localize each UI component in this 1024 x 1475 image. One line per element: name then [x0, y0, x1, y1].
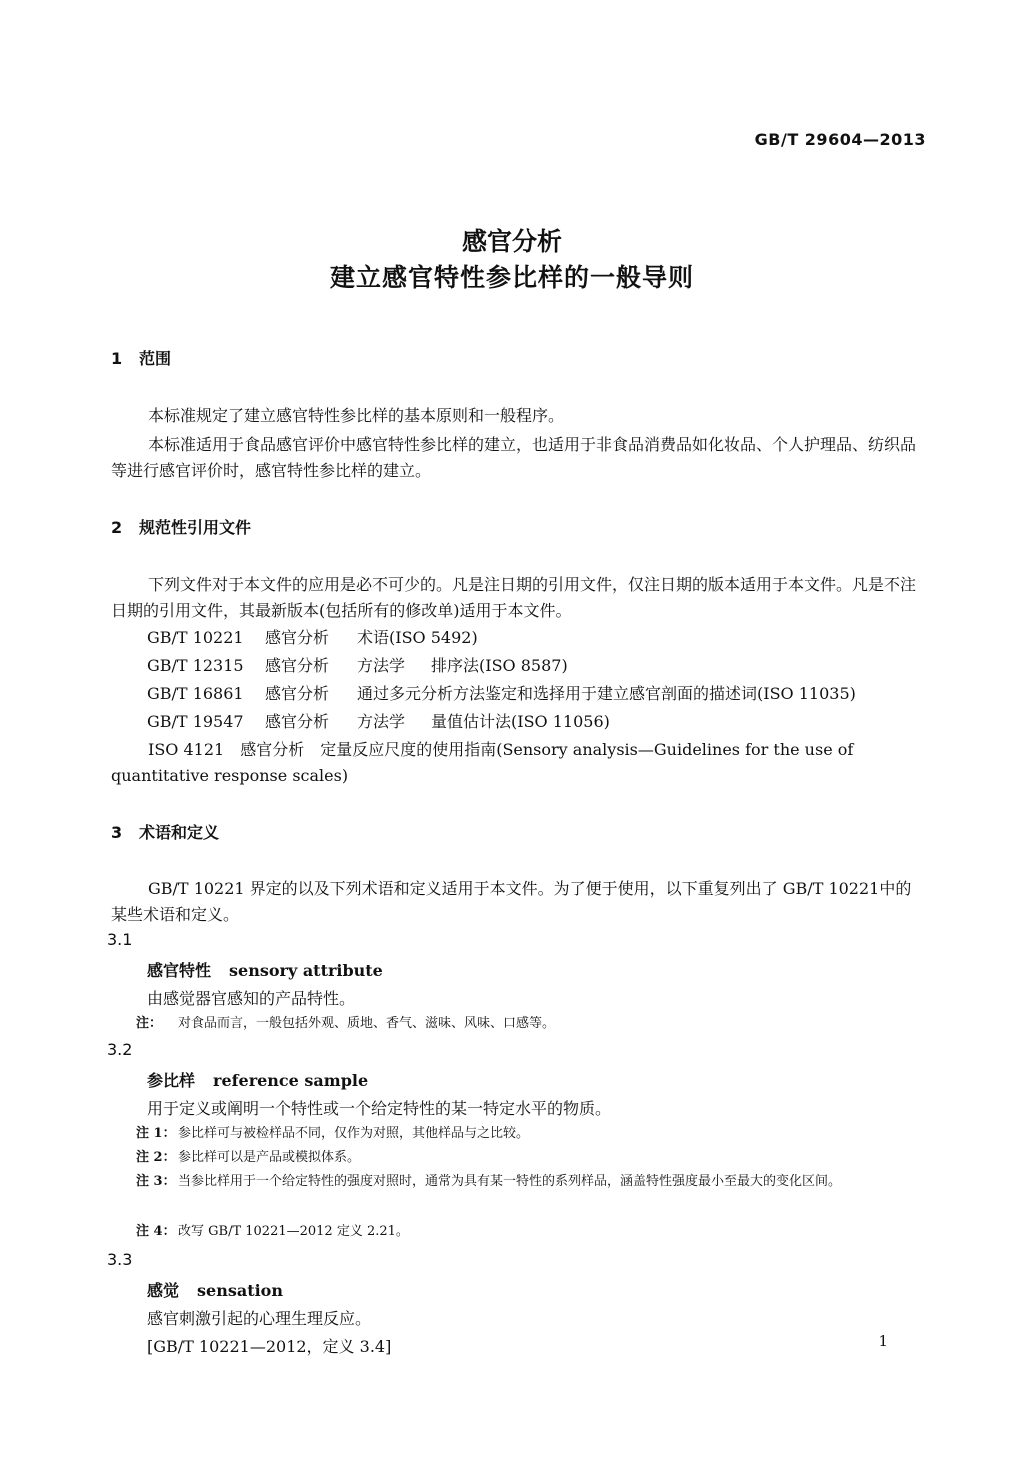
term-definition: 感官刺激引起的心理生理反应。: [147, 1309, 372, 1328]
clause-number: 3.1: [107, 930, 133, 949]
clause-number: 3.3: [107, 1250, 133, 1269]
normative-ref: GB/T 19547 感官分析 方法学 量值估计法(ISO 11056): [147, 712, 610, 731]
normative-ref: GB/T 10221 感官分析 术语(ISO 5492): [147, 628, 478, 647]
term-definition: 由感觉器官感知的产品特性。: [147, 989, 356, 1008]
term-note: 注 4： 改写 GB/T 10221—2012 定义 2.21。: [136, 1224, 409, 1239]
term-source: [GB/T 10221—2012，定义 3.4]: [147, 1337, 392, 1356]
title-line-1: 感官分析: [461, 227, 562, 256]
clause-number: 3.2: [107, 1040, 133, 1059]
normative-ref: GB/T 16861 感官分析 通过多元分析方法鉴定和选择用于建立感官剖面的描述词(ISO 11035): [147, 684, 856, 703]
normative-ref: GB/T 12315 感官分析 方法学 排序法(ISO 8587): [147, 656, 568, 675]
section-1-para-1: 本标准规定了建立感官特性参比样的基本原则和一般程序。: [148, 406, 565, 425]
section-3-heading: 3 术语和定义: [111, 823, 220, 842]
term-heading: 参比样 reference sample: [147, 1071, 369, 1090]
title-line-2: 建立感官特性参比样的一般导则: [329, 263, 694, 292]
term-heading: 感官特性 sensory attribute: [147, 961, 383, 980]
page-number: 1: [878, 1332, 888, 1350]
section-3-para-1: GB/T 10221 界定的以及下列术语和定义适用于本文件。为了便于使用，以下重复列出了 GB/T 10221中的某些术语和定义。: [111, 879, 912, 924]
section-2-heading: 2 规范性引用文件: [111, 518, 252, 537]
term-note: 注 1： 参比样可与被检样品不同，仅作为对照，其他样品与之比较。: [136, 1126, 530, 1141]
term-note: 注： 对食品而言，一般包括外观、质地、香气、滋味、风味、口感等。: [136, 1016, 556, 1031]
term-heading: 感觉 sensation: [147, 1281, 283, 1300]
term-definition: 用于定义或阐明一个特性或一个给定特性的某一特定水平的物质。: [147, 1099, 612, 1118]
section-2-para-1: 下列文件对于本文件的应用是必不可少的。凡是注日期的引用文件，仅注日期的版本适用于本文件。凡是不注日期的引用文件，其最新版本(包括所有的修改单)适用于本文件。: [111, 575, 917, 620]
section-1-para-2: 本标准适用于食品感官评价中感官特性参比样的建立，也适用于非食品消费品如化妆品、个人护理品、纺织品等进行感官评价时，感官特性参比样的建立。: [111, 435, 917, 480]
section-1-heading: 1 范围: [111, 349, 172, 368]
normative-ref-iso: ISO 4121 感官分析 定量反应尺度的使用指南(Sensory analysis—Guidelines for the use of quantitative response scales): [111, 740, 854, 785]
term-note: 注 3： 当参比样用于一个给定特性的强度对照时，通常为具有某一特性的系列样品，涵盖特性强度最小至最大的变化区间。: [136, 1174, 842, 1189]
term-note: 注 2： 参比样可以是产品或模拟体系。: [136, 1150, 361, 1165]
standard-code: GB/T 29604—2013: [754, 130, 926, 149]
